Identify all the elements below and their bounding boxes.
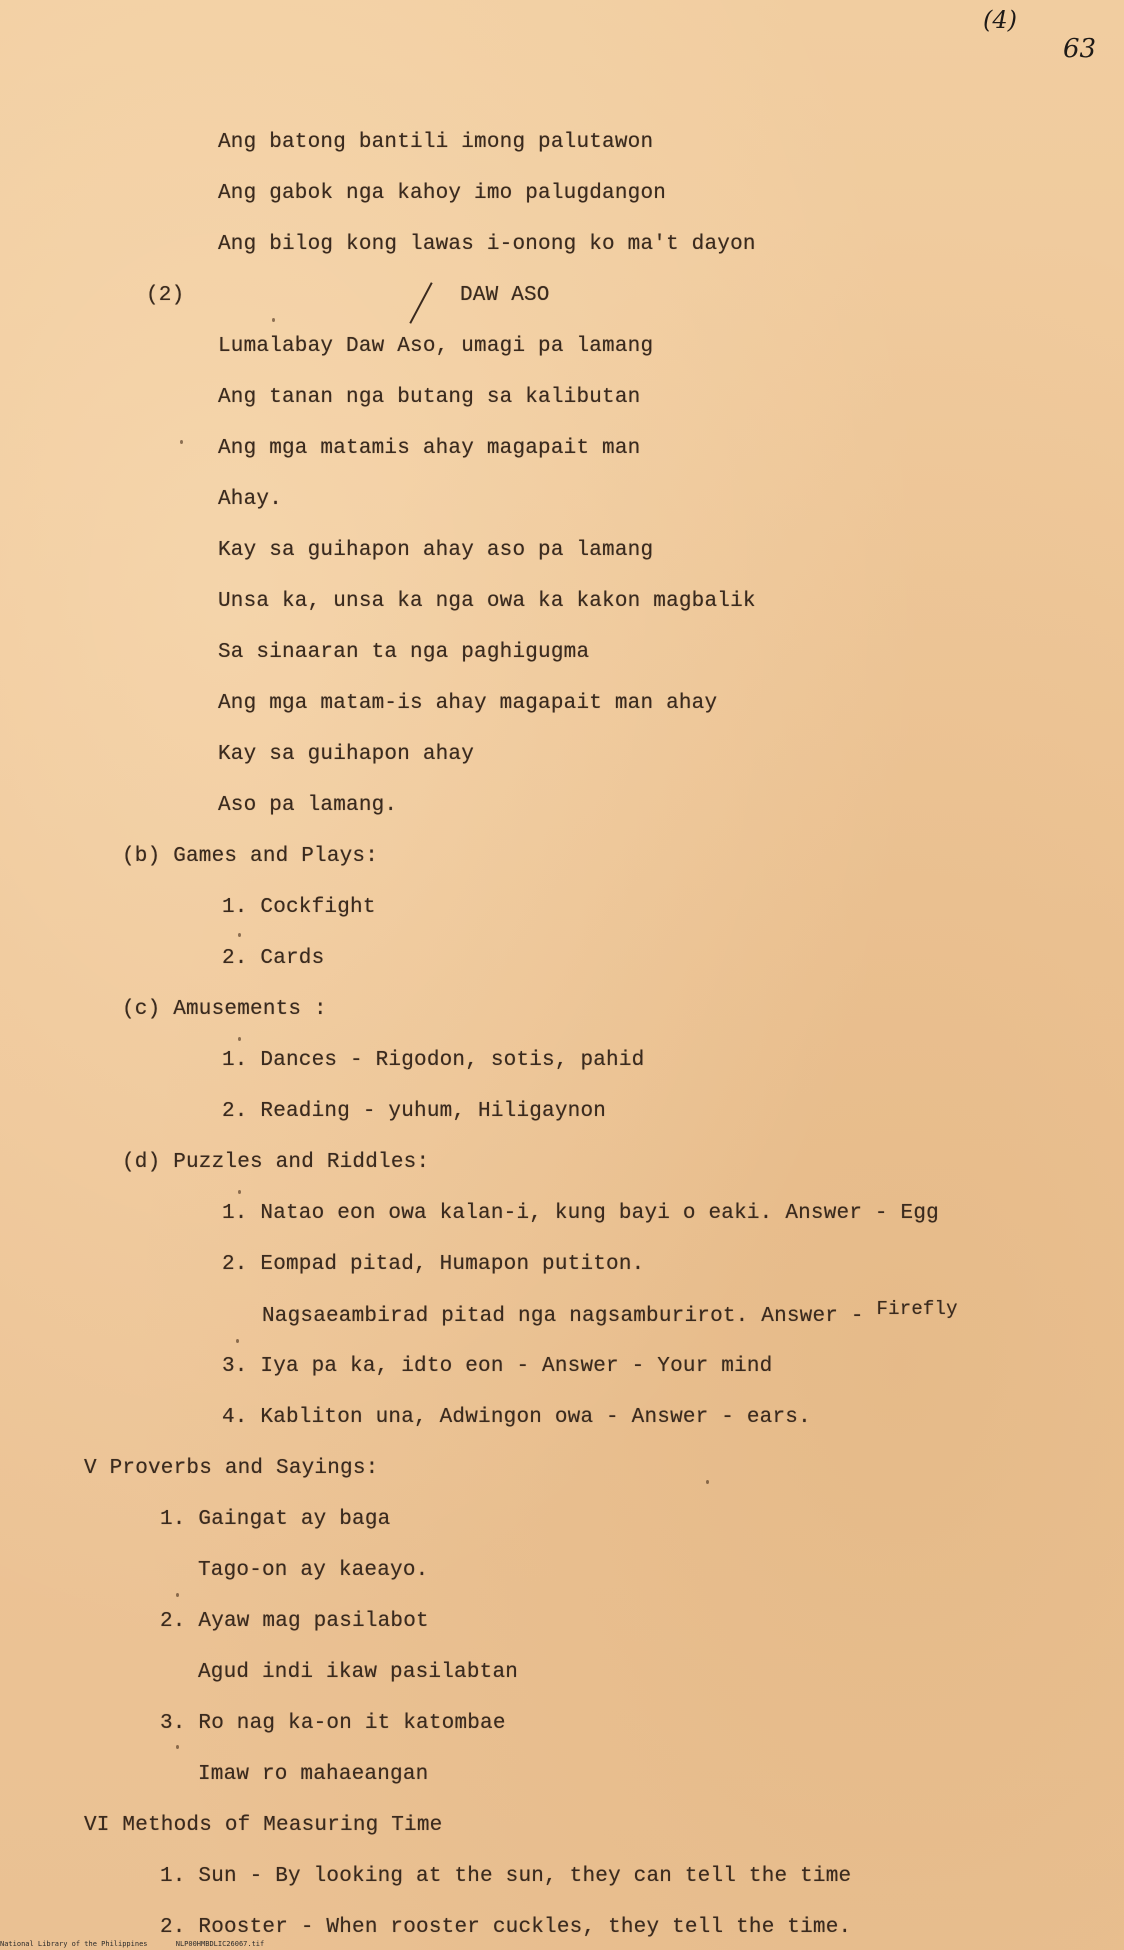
proverb-line: Tago-on ay kaeayo. [198, 1559, 429, 1582]
paper-speck [236, 1339, 239, 1343]
paper-speck [176, 1745, 179, 1749]
riddle-answer: Firefly [876, 1298, 958, 1320]
section-heading: V Proverbs and Sayings: [84, 1457, 379, 1480]
verse-line: Ang bilog kong lawas i-onong ko ma't dayon [218, 233, 756, 256]
pencil-checkmark [409, 282, 432, 324]
song-number: (2) [146, 284, 185, 307]
list-item: 1. Sun - By looking at the sun, they can tell the time [160, 1865, 852, 1888]
song-title: DAW ASO [460, 284, 550, 307]
song-line: Aso pa lamang. [218, 794, 398, 817]
list-item: 2. Reading - yuhum, Hiligaynon [222, 1100, 607, 1123]
list-item: 2. Cards [222, 947, 325, 970]
proverb-line: Imaw ro mahaeangan [198, 1763, 429, 1786]
song-line: Kay sa guihapon ahay [218, 743, 475, 766]
song-line: Ang mga matamis ahay magapait man [218, 437, 641, 460]
riddle-text: Nagsaeambirad pitad nga nagsamburirot. Answer - [262, 1305, 864, 1328]
riddle-line [262, 1298, 958, 1331]
riddle-text: 1. Natao eon owa kalan-i, kung bayi o eaki. [222, 1202, 773, 1225]
song-line: Unsa ka, unsa ka nga owa ka kakon magbalik [218, 590, 756, 613]
paper-speck [176, 1593, 179, 1597]
riddle-line: 4. Kabliton una, Adwingon owa - Answer - ears. [222, 1406, 811, 1429]
section-heading: (d) Puzzles and Riddles: [122, 1151, 430, 1174]
proverb-line: 3. Ro nag ka-on it katombae [160, 1712, 506, 1735]
list-item: 1. Dances - Rigodon, sotis, pahid [222, 1049, 645, 1072]
section-heading: (b) Games and Plays: [122, 845, 379, 868]
riddle-line: 3. Iya pa ka, idto eon - Answer - Your mind [222, 1355, 773, 1378]
list-item: 2. Rooster - When rooster cuckles, they tell the time. [160, 1916, 852, 1939]
footer-file: NLP00HMBDLIC26067.tif [175, 1940, 265, 1948]
song-line: Ahay. [218, 488, 283, 511]
footer-library: National Library of the Philippines [0, 1940, 148, 1948]
song-line: Lumalabay Daw Aso, umagi pa lamang [218, 335, 654, 358]
paper-speck [180, 440, 183, 444]
section-heading: (c) Amusements : [122, 998, 327, 1021]
list-item: 1. Cockfight [222, 896, 376, 919]
proverb-line: 2. Ayaw mag pasilabot [160, 1610, 429, 1633]
song-line: Sa sinaaran ta nga paghigugma [218, 641, 590, 664]
page-number: 63 [1063, 34, 1097, 64]
verse-line: Ang gabok nga kahoy imo palugdangon [218, 182, 667, 205]
paper-speck [238, 1190, 241, 1194]
verse-line: Ang batong bantili imong palutawon [218, 131, 654, 154]
song-line: Kay sa guihapon ahay aso pa lamang [218, 539, 654, 562]
section-heading: VI Methods of Measuring Time [84, 1814, 443, 1837]
proverb-line: 1. Gaingat ay baga [160, 1508, 391, 1531]
riddle-line [222, 1200, 939, 1228]
paper-speck [706, 1480, 709, 1484]
proverb-line: Agud indi ikaw pasilabtan [198, 1661, 519, 1684]
paper-speck [238, 933, 241, 937]
song-line: Ang mga matam-is ahay magapait man ahay [218, 692, 718, 715]
riddle-answer: Answer - Egg [785, 1202, 939, 1225]
song-line: Ang tanan nga butang sa kalibutan [218, 386, 641, 409]
page-mark: (4) [983, 6, 1017, 34]
riddle-line: 2. Eompad pitad, Humapon putiton. [222, 1253, 645, 1276]
paper-speck [238, 1037, 241, 1041]
scan-footer [0, 1938, 288, 1950]
paper-speck [272, 318, 275, 322]
